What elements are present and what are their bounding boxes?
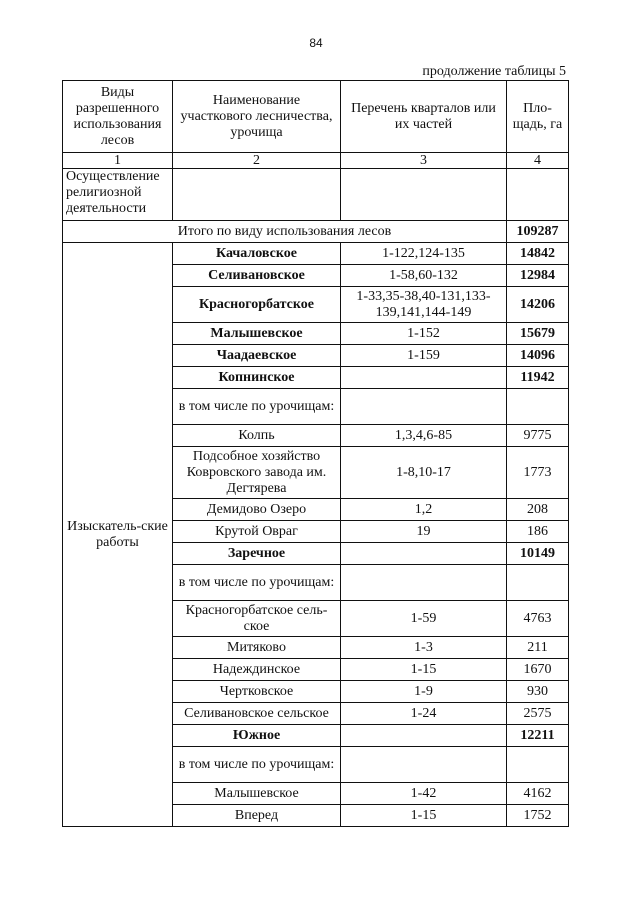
quarters-cell: 1-3 [341, 637, 507, 659]
total-value: 109287 [507, 221, 569, 243]
forestry-name-cell: Чаадаевское [173, 345, 341, 367]
area-cell [507, 747, 569, 783]
empty-cell [507, 169, 569, 221]
column-number: 4 [507, 153, 569, 169]
quarters-cell [341, 747, 507, 783]
forestry-name-cell: Подсобное хозяйство Ковровского завода им. Дегтярева [173, 447, 341, 499]
area-cell: 9775 [507, 425, 569, 447]
quarters-cell [341, 725, 507, 747]
religious-activity-row [63, 169, 569, 221]
quarters-cell: 1-15 [341, 805, 507, 827]
area-cell: 2575 [507, 703, 569, 725]
area-cell: 11942 [507, 367, 569, 389]
quarters-cell [341, 543, 507, 565]
forestry-name-cell: Малышевское [173, 783, 341, 805]
quarters-cell: 1-33,35-38,40-131,133-139,141,144-149 [341, 287, 507, 323]
quarters-cell [341, 367, 507, 389]
forestry-name-cell: Заречное [173, 543, 341, 565]
area-cell: 1670 [507, 659, 569, 681]
quarters-cell: 1-59 [341, 601, 507, 637]
header-quarters: Перечень кварталов или их частей [341, 81, 507, 153]
column-number: 1 [63, 153, 173, 169]
quarters-cell: 1-15 [341, 659, 507, 681]
forestry-name-cell: Демидово Озеро [173, 499, 341, 521]
quarters-cell: 1-9 [341, 681, 507, 703]
area-cell: 208 [507, 499, 569, 521]
quarters-cell: 1-8,10-17 [341, 447, 507, 499]
use-type-exploration: Изыскатель-ские работы [63, 243, 173, 827]
quarters-cell [341, 389, 507, 425]
area-cell: 14096 [507, 345, 569, 367]
header-area: Пло-щадь, га [507, 81, 569, 153]
column-number: 3 [341, 153, 507, 169]
table-row [63, 243, 569, 265]
total-row [63, 221, 569, 243]
empty-cell [173, 169, 341, 221]
quarters-cell: 1-24 [341, 703, 507, 725]
quarters-cell: 1-58,60-132 [341, 265, 507, 287]
quarters-cell: 1,2 [341, 499, 507, 521]
forestry-name-cell: Копнинское [173, 367, 341, 389]
quarters-cell [341, 565, 507, 601]
forestry-name-cell: Надеждинское [173, 659, 341, 681]
quarters-cell: 1-152 [341, 323, 507, 345]
area-cell: 14842 [507, 243, 569, 265]
area-cell: 12211 [507, 725, 569, 747]
quarters-cell: 1,3,4,6-85 [341, 425, 507, 447]
forestry-name-cell: Красногорбатское [173, 287, 341, 323]
forestry-name-cell: Крутой Овраг [173, 521, 341, 543]
area-cell: 1752 [507, 805, 569, 827]
header-forestry-name: Наименование участкового лесничества, урочища [173, 81, 341, 153]
forest-use-table [62, 80, 569, 827]
area-cell: 211 [507, 637, 569, 659]
forestry-name-cell: Вперед [173, 805, 341, 827]
area-cell [507, 389, 569, 425]
area-cell [507, 565, 569, 601]
area-cell: 4763 [507, 601, 569, 637]
page-number: 84 [309, 36, 323, 50]
area-cell: 12984 [507, 265, 569, 287]
forestry-name-cell: Южное [173, 725, 341, 747]
forestry-name-cell: Селивановское сельское [173, 703, 341, 725]
forestry-name-cell: Селивановское [173, 265, 341, 287]
header-row [63, 81, 569, 153]
column-number-row [63, 153, 569, 169]
area-cell: 14206 [507, 287, 569, 323]
quarters-cell: 1-42 [341, 783, 507, 805]
empty-cell [341, 169, 507, 221]
forestry-name-cell: Качаловское [173, 243, 341, 265]
forestry-name-cell: Малышевское [173, 323, 341, 345]
area-cell: 15679 [507, 323, 569, 345]
column-number: 2 [173, 153, 341, 169]
area-cell: 4162 [507, 783, 569, 805]
use-type-religious: Осуществление религиозной деятельности [63, 169, 173, 221]
table-continuation-label: продолжение таблицы 5 [422, 64, 566, 79]
header-use-type: Виды разрешенного использования лесов [63, 81, 173, 153]
area-cell: 930 [507, 681, 569, 703]
forestry-name-cell: в том числе по урочищам: [173, 565, 341, 601]
forestry-name-cell: Чертковское [173, 681, 341, 703]
forestry-name-cell: Колпь [173, 425, 341, 447]
area-cell: 1773 [507, 447, 569, 499]
total-label: Итого по виду использования лесов [63, 221, 507, 243]
forestry-name-cell: Митяково [173, 637, 341, 659]
forestry-name-cell: Красногорбатское сель-ское [173, 601, 341, 637]
area-cell: 186 [507, 521, 569, 543]
forestry-name-cell: в том числе по урочищам: [173, 389, 341, 425]
quarters-cell: 1-159 [341, 345, 507, 367]
quarters-cell: 1-122,124-135 [341, 243, 507, 265]
quarters-cell: 19 [341, 521, 507, 543]
forestry-name-cell: в том числе по урочищам: [173, 747, 341, 783]
area-cell: 10149 [507, 543, 569, 565]
